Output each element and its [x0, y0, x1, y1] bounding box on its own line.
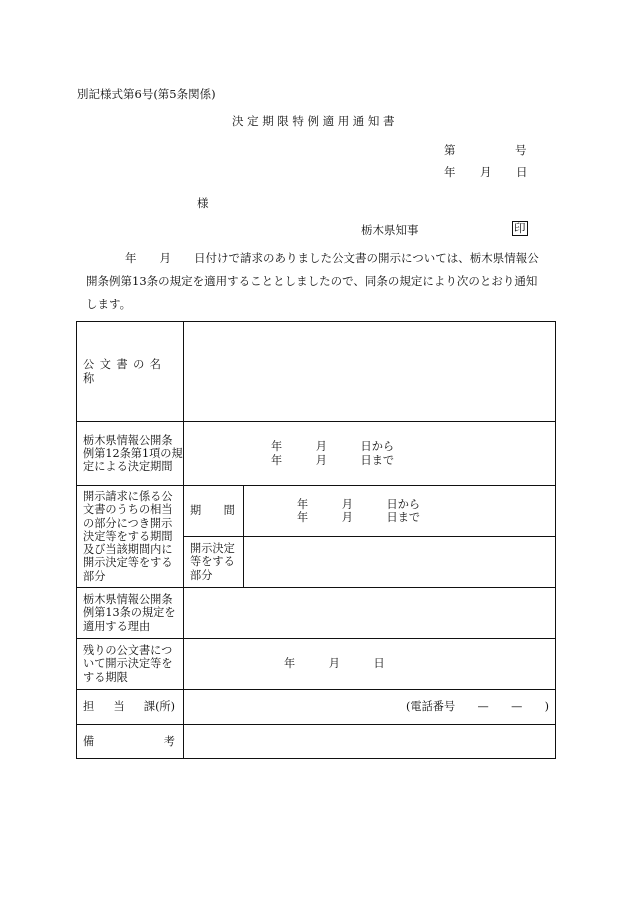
row-document-name [77, 322, 556, 422]
value-document-name[interactable] [184, 322, 556, 422]
seal-mark: 印 [514, 221, 526, 235]
label-period: 期 間 [184, 486, 244, 537]
body-paragraph [77, 247, 557, 316]
row-reason [77, 588, 556, 639]
label-document-name: 公文書の名称 [77, 322, 184, 422]
label-remarks: 備 考 [77, 725, 184, 759]
notice-table [76, 321, 556, 759]
document-title: 決定期限特例適用通知書 [232, 114, 399, 128]
decision-period-to: 年 月 日まで [271, 453, 395, 467]
value-decision-period[interactable] [184, 422, 556, 486]
sender-name: 栃木県知事 [361, 223, 419, 237]
value-partial-period[interactable] [244, 486, 556, 537]
label-decision-period: 栃木県情報公開条例第12条第1項の規定による決定期間 [77, 422, 184, 486]
form-reference: 別記様式第6号(第5条関係) [77, 87, 216, 101]
label-department: 担 当 課(所) [77, 690, 184, 725]
row-remaining-deadline [77, 639, 556, 690]
body-line-1: 年 月 日付けで請求のありました公文書の開示については、栃木県情報公 [125, 251, 539, 265]
value-department-phone[interactable]: (電話番号 — — ) [184, 690, 556, 725]
row-partial-period [77, 486, 556, 537]
partial-period-from: 年 月 日から [297, 497, 421, 511]
partial-period-to: 年 月 日まで [297, 511, 421, 524]
value-remaining-deadline[interactable]: 年 月 日 [184, 639, 556, 690]
row-decision-period [77, 422, 556, 486]
doc-number-suffix: 号 [515, 143, 527, 157]
row-department [77, 690, 556, 725]
date-month: 月 [480, 165, 492, 179]
value-remarks[interactable] [184, 725, 556, 759]
date-year: 年 [444, 165, 456, 179]
value-reason[interactable] [184, 588, 556, 639]
body-line-2: 開条例第13条の規定を適用することとしましたので、同条の規定により次のとおり通知 [86, 274, 538, 288]
decision-period-from: 年 月 日から [271, 440, 395, 454]
label-partial-disclosure: 開示請求に係る公文書のうちの相当の部分につき開示決定等をする期間及び当該期間内に開示決定等をする部分 [77, 486, 184, 588]
label-reason: 栃木県情報公開条例第13条の規定を適用する理由 [77, 588, 184, 639]
label-disclosure-part: 開示決定等をする部分 [184, 537, 244, 588]
doc-number-prefix: 第 [444, 143, 456, 157]
date-day: 日 [516, 165, 528, 179]
value-disclosure-part[interactable] [244, 537, 556, 588]
row-remarks [77, 725, 556, 759]
body-line-3: します。 [86, 297, 132, 311]
addressee-suffix: 様 [197, 196, 209, 210]
label-remaining-deadline: 残りの公文書について開示決定等をする期限 [77, 639, 184, 690]
